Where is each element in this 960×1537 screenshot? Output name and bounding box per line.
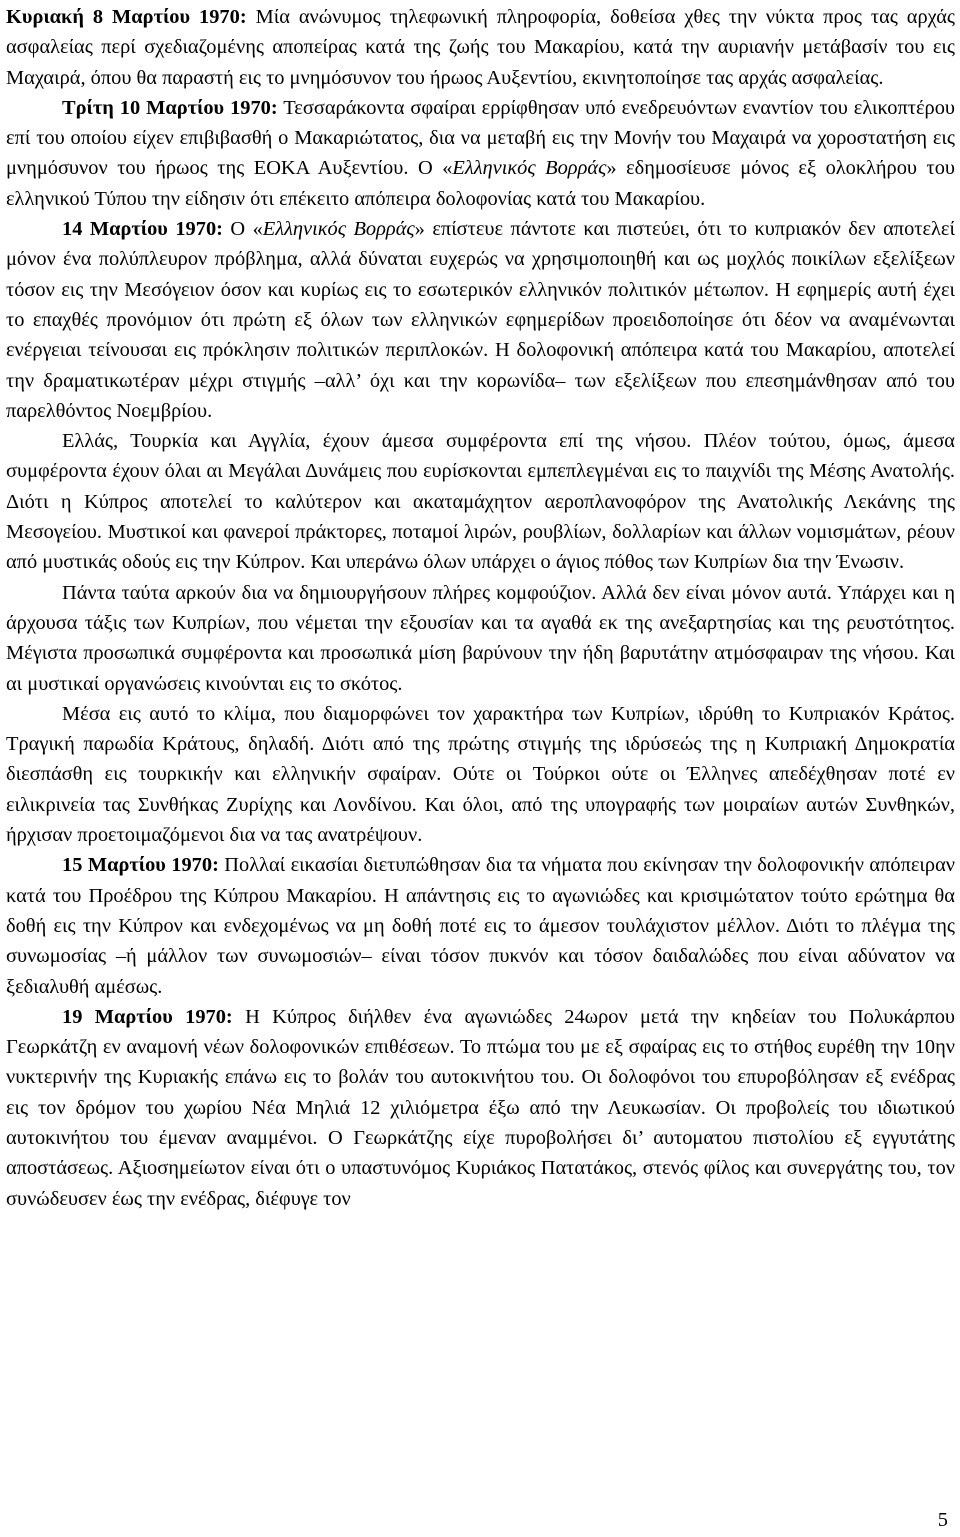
date-heading: 14 Μαρτίου 1970: [62,218,223,241]
paragraph-text: » εδημοσίευσε μόνος εξ ολοκλήρου του ελληνικού Τύπου την είδησιν ότι επέκειτο απόπειρα δολοφονίας κατά του Μακαρίου. [6,157,956,210]
date-heading: Τρίτη 10 Μαρτίου 1970: [62,96,278,119]
paragraph-text: Ο « [222,218,263,241]
paragraph-text: Μία ανώνυμος τηλεφωνική πληροφορία, δοθείσα χθες την νύκτα προς τας αρχάς ασφαλείας περί σχεδιαζομένης αποπείρας κατά της ζωής του Μακαρίου, κατά την αυριανήν μετάβασίν του εις Μαχαιρά, όπου θα παραστή εις το μνημόσυνον του ήρωος Αυξεντίου, εκινητοποίησε τας αρχάς ασφαλείας. [6,6,955,89]
paragraph-text: » επίστευε πάντοτε και πιστεύει, ότι το κυπριακόν δεν αποτελεί μόνον ένα πολύπλευρον πρόβλημα, αλλά δύναται ευχερώς να χρησιμοποιηθή και ως μοχλός ποικίλων εξελίξεων τόσον εις την Μεσόγειον όσον και κυρίως εις το εσωτερικόν ελληνικόν πολιτικόν μέτωπον. Η εφημερίς αυτή έχει το επαχθές προνόμιον ότι πρώτη εξ όλων των ελληνικών εφημερίδων προειδοποίησε ότι δέον να αναμένωνται ενέργειαι τείνουσαι εις πρόκλησιν πολιτικών περιπλοκών. Η δολοφονική απόπειρα κατά του Μακαρίου, αποτελεί την δραματικωτέραν μέχρι στιγμής –αλλ’ όχι και την κορωνίδα– των εξελίξεων που επεσημάνθησαν από του παρελθόντος Νοεμβρίου. [6,218,955,422]
newspaper-title: Ελληνικός Βορράς [262,218,415,241]
date-heading: 19 Μαρτίου 1970: [62,1005,233,1028]
paragraph-15-march [6,850,955,1001]
paragraph-coups [6,578,955,699]
date-heading: 15 Μαρτίου 1970: [62,854,219,877]
paragraph-text: Πάντα ταύτα αρκούν δια να δημιουργήσουν πλήρες κομφούζιον. Αλλά δεν είναι μόνον αυτά. Υπάρχει και η άρχουσα τάξις των Κυπρίων, που νέμεται την εξουσίαν και τα αγαθά εκ της ανεξαρτησίας και της ρευστότητος. Μέγιστα προσωπικά συμφέροντα και προσωπικά μίση βαρύνουν την ήδη βαρυτάτην ατμόσφαιραν της νήσου. Και αι μυστικαί οργανώσεις κινούνται εις το σκότος. [6,581,955,695]
paragraph-text: Ελλάς, Τουρκία και Αγγλία, έχουν άμεσα συμφέροντα επί της νήσου. Πλέον τούτου, όμως, άμεσα συμφέροντα έχουν όλαι αι Μεγάλαι Δυνάμεις που ευρίσκονται εμπεπλεγμέναι εις το παιχνίδι της Μέσης Ανατολής. Διότι η Κύπρος αποτελεί το καλύτερον και ακαταμάχητον αεροπλανοφόρον της Ανατολικής Λεκάνης της Μεσογείου. Μυστικοί και φανεροί πράκτορες, ποταμοί λιρών, ρουβλίων, δολλαρίων και άλλων νομισμάτων, ρέουν από μυστικάς οδούς εις την Κύπρον. Και υπεράνω όλων υπάρχει ο άγιος πόθος των Κυπρίων δια την Ένωσιν. [6,430,955,574]
paragraph-state [6,699,955,850]
paragraph-text: Μέσα εις αυτό το κλίμα, που διαμορφώνει τον χαρακτήρα των Κυπρίων, ιδρύθη το Κυπριακόν Κράτος. Τραγική παρωδία Κράτους, δηλαδή. Διότι από της πρώτης στιγμής της ιδρύσεώς της η Κυπριακή Δημοκρατία διεσπάσθη εις τουρκικήν και ελληνικήν σφαίραν. Ούτε οι Τούρκοι ούτε οι Έλληνες απεδέχθησαν ποτέ εν ειλικρινεία τας Συνθήκας Ζυρίχης και Λονδίνου. Και όλοι, από της υπογραφής των μοιραίων αυτών Συνθηκών, ήρχισαν προετοιμαζόμενοι δια να τας ανατρέψουν. [6,702,955,847]
paragraph-text: Πολλαί εικασίαι διετυπώθησαν δια τα νήματα που εκίνησαν την δολοφονικήν απόπειραν κατά του Προέδρου της Κύπρου Μακαρίου. Η απάντησις εις το αγωνιώδες και κρισιμώτατον τούτο ερώτημα θα δοθή εις την Κύπρον και ενδεχομένως να μη δοθή ποτέ εις το άμεσον τουλάχιστον μέλλον. Διότι το πλέγμα της συνωμοσίας –ή μάλλον των συνωμοσιών– είναι τόσον πυκνόν και τόσον δαιδαλώδες που είναι αδύνατον να ξεδιαλυθή αμέσως. [6,854,955,998]
paragraph-19-march [6,1002,955,1214]
paragraph-10-march [6,93,955,214]
date-heading: Κυριακή 8 Μαρτίου 1970: [6,6,247,28]
document-page [6,0,955,1214]
newspaper-title: Ελληνικός Βορράς [452,157,607,180]
paragraph-interests [6,426,955,577]
page-number: 5 [937,1509,948,1531]
paragraph-8-march [6,2,955,93]
paragraph-text: Τεσσαράκοντα σφαίραι ερρίφθησαν υπό ενεδρευόντων εναντίον του ελικοπτέρου επί του οποίου είχεν επιβιβασθή ο Μακαριώτατος, δια να μεταβή εις την Μονήν του Μαχαιρά να χοροστατήση εις μνημόσυνον του ήρωος της ΕΟΚΑ Αυξεντίου. Ο « [6,96,955,180]
paragraph-14-march [6,214,955,426]
paragraph-text: Η Κύπρος διήλθεν ένα αγωνιώδες 24ωρον μετά την κηδείαν του Πολυκάρπου Γεωρκάτζη εν αναμονή νέων δολοφονικών επιθέσεων. Το πτώμα του με εξ σφαίρας εις το στήθος ευρέθη την 10ην νυκτερινήν της Κυριακής επάνω εις το βολάν του αυτοκινήτου του. Οι δολοφόνοι του επυροβόλησαν εξ ενέδρας εις τον δρόμον του χωρίου Νέα Μηλιά 12 χιλιόμετρα έξω από την Λευκωσίαν. Οι προβολείς του ιδιωτικού αυτοκινήτου του έμεναν αναμμένοι. Ο Γεωρκάτζης είχε πυροβολήσει δι’ αυτοματου πιστολίου εξ εγγυτάτης αποστάσεως. Αξιοσημείωτον είναι ότι ο υπαστυνόμος Κυριάκος Πατατάκος, στενός φίλος και συνεργάτης του, τον συνώδευσεν έως την ενέδρας, διέφυγε τον [6,1005,955,1210]
